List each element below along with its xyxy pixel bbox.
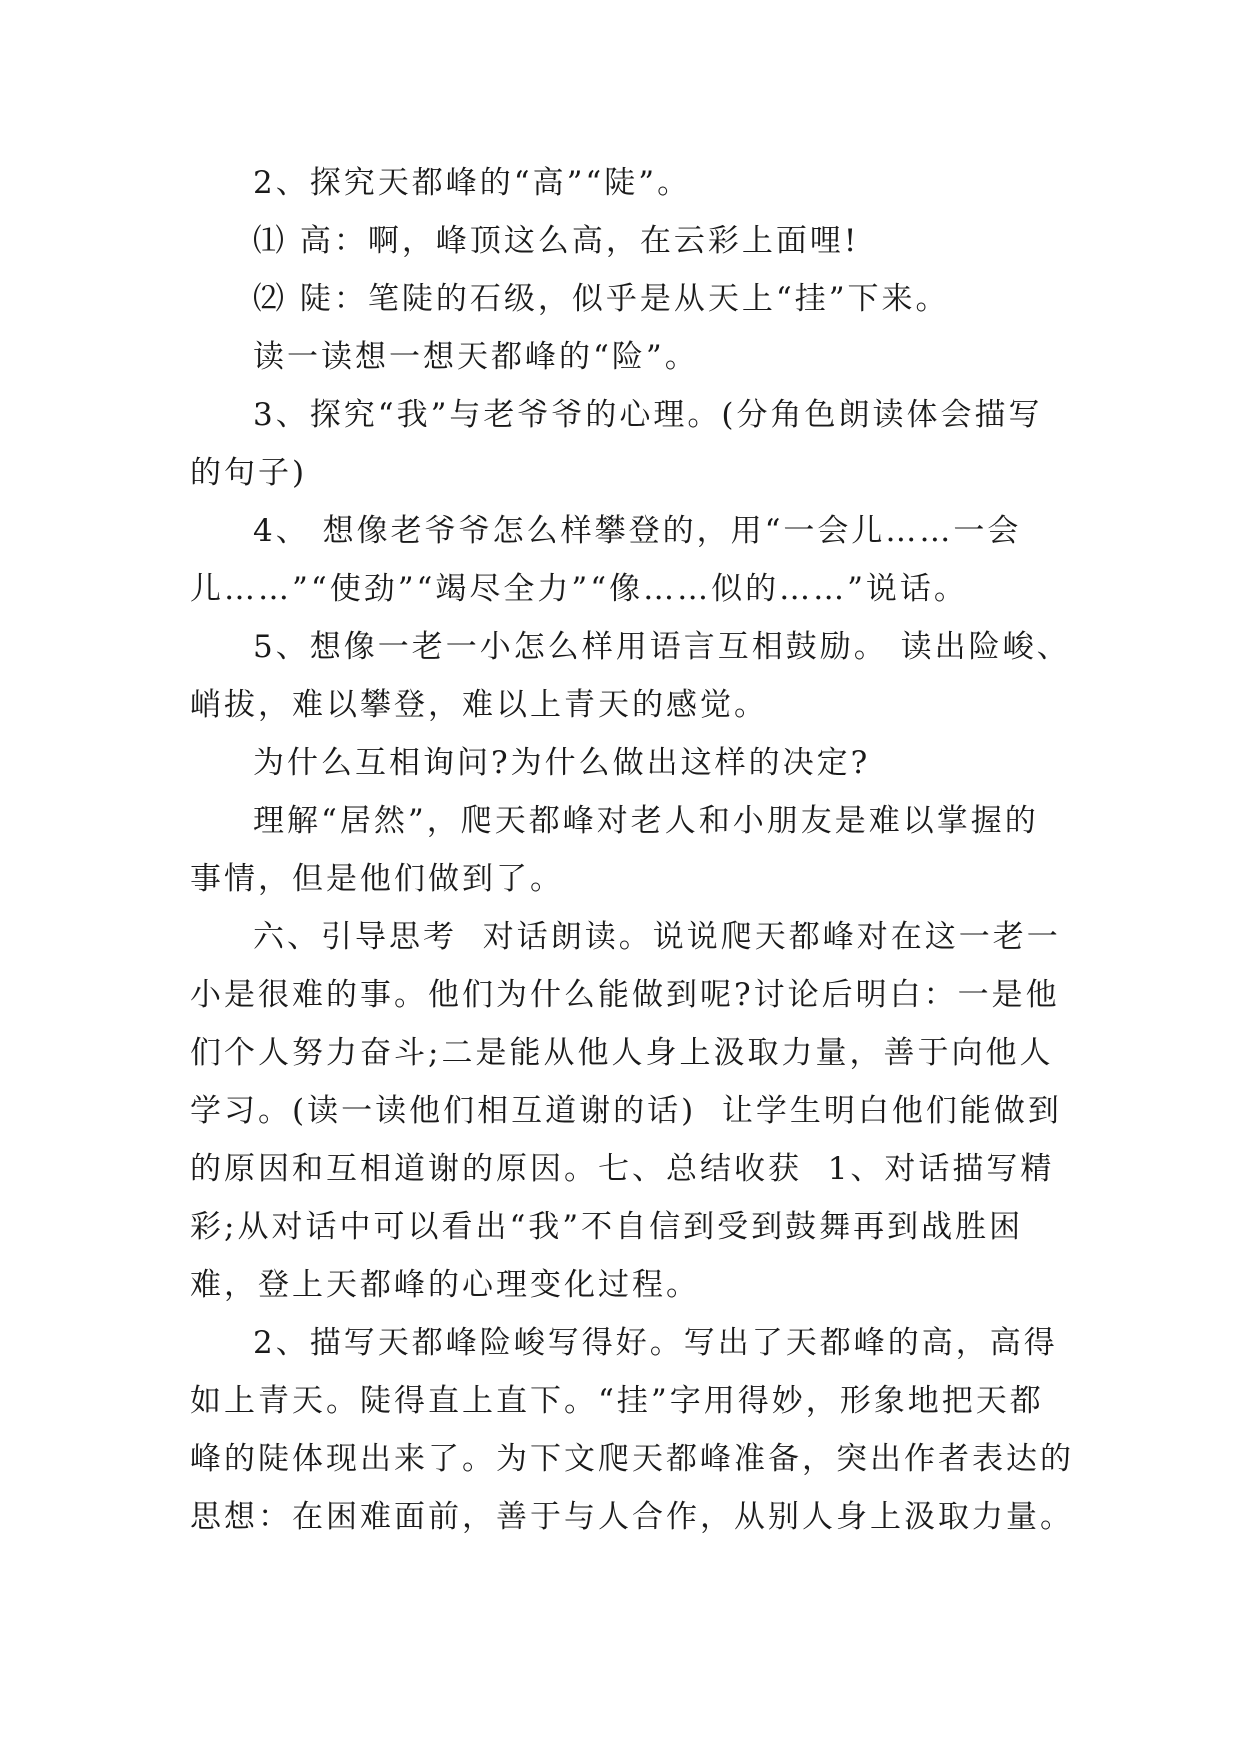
text-line: 2、探究天都峰的“高”“陡”。: [253, 165, 692, 201]
text-line: 的句子): [190, 455, 308, 491]
text-line: ⑵ 陡：笔陡的石级，似乎是从天上“挂”下来。: [253, 281, 950, 317]
text-line: 峰的陡体现出来了。为下文爬天都峰准备，突出作者表达的: [190, 1441, 1074, 1477]
text-line: 4、 想像老爷爷怎么样攀登的，用“一会儿……一会: [253, 513, 1022, 549]
text-line: 5、想像一老一小怎么样用语言互相鼓励。 读出险峻、: [253, 629, 1071, 665]
text-line: 六、引导思考 对话朗读。说说爬天都峰对在这一老一: [253, 919, 1061, 955]
text-line: 难，登上天都峰的心理变化过程。: [190, 1267, 700, 1303]
text-line: 读一读想一想天都峰的“险”。: [253, 339, 699, 375]
text-line: 小是很难的事。他们为什么能做到呢?讨论后明白：一是他: [190, 977, 1060, 1013]
text-line: ⑴ 高：啊，峰顶这么高，在云彩上面哩!: [253, 223, 860, 259]
text-line: 如上青天。陡得直上直下。“挂”字用得妙，形象地把天都: [190, 1383, 1044, 1419]
text-line: 理解“居然”，爬天都峰对老人和小朋友是难以掌握的: [253, 803, 1039, 839]
text-line: 3、探究“我”与老爷爷的心理。(分角色朗读体会描写: [253, 397, 1043, 433]
text-line: 学习。(读一读他们相互道谢的话) 让学生明白他们能做到: [190, 1093, 1062, 1129]
text-line: 为什么互相询问?为什么做出这样的决定?: [253, 745, 871, 781]
text-line: 2、描写天都峰险峻写得好。写出了天都峰的高，高得: [253, 1325, 1058, 1361]
text-line: 峭拔，难以攀登，难以上青天的感觉。: [190, 687, 768, 723]
text-line: 儿……”“使劲”“竭尽全力”“像……似的……”说话。: [190, 571, 968, 607]
text-line: 的原因和互相道谢的原因。七、总结收获 1、对话描写精: [190, 1151, 1055, 1187]
text-line: 思想：在困难面前，善于与人合作，从别人身上汲取力量。: [190, 1499, 1074, 1535]
text-line: 彩;从对话中可以看出“我”不自信到受到鼓舞再到战胜困: [190, 1209, 1024, 1245]
text-line: 们个人努力奋斗;二是能从他人身上汲取力量，善于向他人: [190, 1035, 1054, 1071]
text-line: 事情，但是他们做到了。: [190, 861, 564, 897]
